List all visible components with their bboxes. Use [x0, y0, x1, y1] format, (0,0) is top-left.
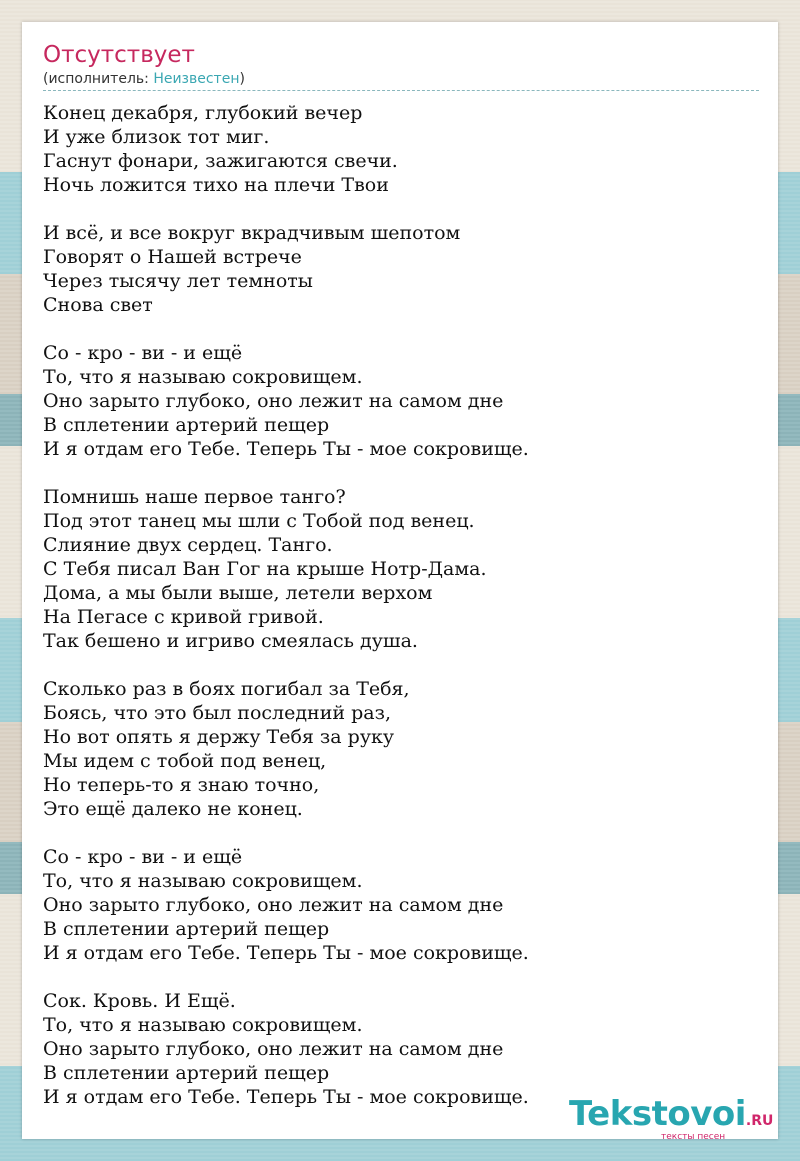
artist-link[interactable]: Неизвестен — [153, 71, 240, 87]
lyric-line: Мы идем с тобой под венец, — [43, 750, 327, 772]
artist-suffix: ) — [239, 71, 245, 87]
lyric-line: И всё, и все вокруг вкрадчивым шепотом — [43, 222, 461, 244]
site-logo[interactable] — [569, 1094, 774, 1142]
lyric-line — [43, 197, 763, 221]
lyric-line — [43, 821, 763, 845]
lyric-line: Оно зарыто глубоко, оно лежит на самом дне — [43, 1038, 504, 1060]
lyric-line: То, что я называю сокровищем. — [43, 366, 363, 388]
lyric-line: Снова свет — [43, 294, 153, 316]
logo-tagline: тексты песен — [661, 1132, 726, 1142]
lyric-line: Под этот танец мы шли с Тобой под венец. — [43, 510, 475, 532]
lyric-line: Так бешено и игриво смеялась душа. — [43, 630, 418, 652]
lyric-line: Говорят о Нашей встрече — [43, 246, 302, 268]
lyric-line: То, что я называю сокровищем. — [43, 870, 363, 892]
lyric-line — [43, 317, 763, 341]
logo-wordmark: Tekstovoi — [569, 1094, 746, 1134]
lyric-line: Через тысячу лет темноты — [43, 270, 313, 292]
lyric-line: Гаснут фонари, зажигаются свечи. — [43, 150, 398, 172]
lyric-line: Оно зарыто глубоко, оно лежит на самом дне — [43, 390, 504, 412]
lyric-line: В сплетении артерий пещер — [43, 414, 330, 436]
lyric-line: Сколько раз в боях погибал за Тебя, — [43, 678, 410, 700]
lyric-line: Помнишь наше первое танго? — [43, 486, 346, 508]
artist-line — [43, 71, 245, 87]
lyric-line — [43, 653, 763, 677]
lyric-line: То, что я называю сокровищем. — [43, 1014, 363, 1036]
lyric-line: Оно зарыто глубоко, оно лежит на самом дне — [43, 894, 504, 916]
lyric-line: Боясь, что это был последний раз, — [43, 702, 391, 724]
lyric-line: Но вот опять я держу Тебя за руку — [43, 726, 395, 748]
lyric-line — [43, 461, 763, 485]
lyric-line: Это ещё далеко не конец. — [43, 798, 303, 820]
lyric-line — [43, 965, 763, 989]
song-title: Отсутствует — [43, 42, 195, 68]
lyric-line: И я отдам его Тебе. Теперь Ты - мое сокровище. — [43, 438, 529, 460]
lyric-line: Но теперь-то я знаю точно, — [43, 774, 320, 796]
lyrics-text — [43, 101, 763, 1109]
artist-prefix: (исполнитель: — [43, 71, 154, 87]
lyric-line: Дома, а мы были выше, летели верхом — [43, 582, 433, 604]
lyric-line: И я отдам его Тебе. Теперь Ты - мое сокровище. — [43, 942, 529, 964]
lyric-line: Слияние двух сердец. Танго. — [43, 534, 333, 556]
logo-domain: .RU — [745, 1113, 774, 1129]
lyric-line: С Тебя писал Ван Гог на крыше Нотр-Дама. — [43, 558, 487, 580]
lyric-line: Со - кро - ви - и ещё — [43, 342, 243, 364]
lyric-line: Сок. Кровь. И Ещё. — [43, 990, 236, 1012]
lyric-line: В сплетении артерий пещер — [43, 1062, 330, 1084]
title-divider — [43, 90, 759, 91]
lyric-line: Ночь ложится тихо на плечи Твои — [43, 174, 389, 196]
lyric-line: В сплетении артерий пещер — [43, 918, 330, 940]
lyric-line: Конец декабря, глубокий вечер — [43, 102, 363, 124]
lyric-line: И уже близок тот миг. — [43, 126, 270, 148]
lyric-line: На Пегасе с кривой гривой. — [43, 606, 324, 628]
lyric-line: И я отдам его Тебе. Теперь Ты - мое сокровище. — [43, 1086, 529, 1108]
lyric-line: Со - кро - ви - и ещё — [43, 846, 243, 868]
lyrics-card — [22, 22, 778, 1142]
